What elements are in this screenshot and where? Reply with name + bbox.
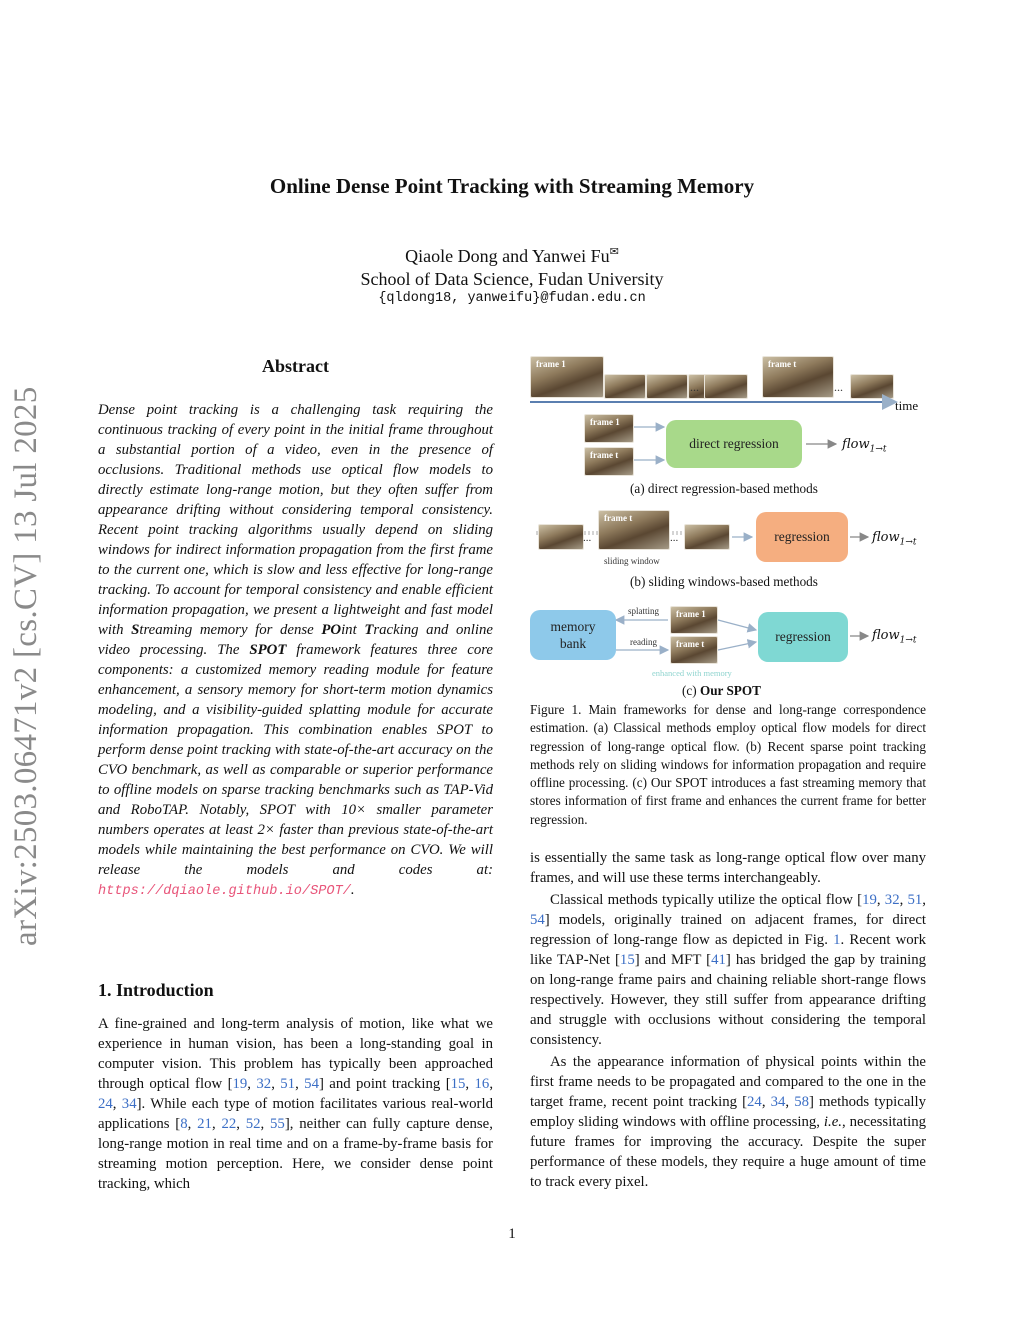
citation[interactable]: 55 <box>270 1116 285 1132</box>
subfigure-caption-b: (b) sliding windows-based methods <box>630 574 818 589</box>
citation[interactable]: 19 <box>232 1076 248 1092</box>
frame-t-thumbnail: frame t <box>670 636 718 664</box>
video-frame-thumbnail <box>538 524 584 550</box>
abstract-heading: Abstract <box>262 356 329 376</box>
corresponding-mark: ✉ <box>609 246 619 258</box>
citation[interactable]: 24 <box>98 1096 113 1112</box>
section-heading-introduction: 1. Introduction <box>98 980 214 1000</box>
flow-output-label: flow$_{1\to t}$ <box>842 437 887 455</box>
sliding-window-label: sliding window <box>604 556 660 566</box>
citation[interactable]: 51 <box>907 892 923 908</box>
memory-bank-box: memory bank <box>530 610 616 660</box>
figure-caption: Figure 1. Main frameworks for dense and long-range correspondence estimation. (a) Classical methods employ optical flow models for direct regression of long-range optical flow. (b) Recent sparse point tracking methods rely on sliding windows for information propagation and require offline processing. (c) Our SPOT introduces a fast streaming memory that stores information of first frame and enhances the current frame for better regression. <box>530 702 926 827</box>
citation[interactable]: 15 <box>619 952 635 968</box>
citation[interactable]: 21 <box>197 1116 212 1132</box>
citation[interactable]: 24 <box>747 1094 762 1110</box>
arxiv-stamp: arXiv:2503.06471v2 [cs.CV] 13 Jul 2025 <box>8 386 44 946</box>
video-frame-thumbnail: frame 1 <box>530 356 604 398</box>
citation[interactable]: 22 <box>221 1116 237 1132</box>
citation[interactable]: 52 <box>245 1116 261 1132</box>
citation[interactable]: 41 <box>711 952 726 968</box>
citation[interactable]: 58 <box>794 1094 809 1110</box>
project-link[interactable]: https://dqiaole.github.io/SPOT/ <box>98 884 351 899</box>
citation[interactable]: 15 <box>450 1076 466 1092</box>
author-block <box>0 241 1024 291</box>
reading-label: reading <box>630 637 657 647</box>
video-frame-thumbnail: frame t <box>762 356 834 398</box>
right-column-text: is essentially the same task as long-range optical flow over many frames, and will use these terms interchangeably. Classical methods typically utilize the optical flow [19, 32, 51, 54] models, originally trained on adjacent frames, for direct regression of long-range flow as depicted in Fig. 1. Recent work like TAP-Net [15] and MFT [41] has bridged the gap by training on long-range frame pairs and chaining reliable short-range flows respectively. However, they still suffer from appearance drifting and struggle with occlusions without considering the temporal consistency. As the appearance information of physical points within the first frame needs to be propagated and compared to the one in the target frame, recent point tracking [24, 34, 58] methods typically employ sliding windows with offline processing, i.e., necessitating future frames for improving the accuracy. Despite the super performance of these models, they require a huge amount of time to track every pixel. <box>530 850 927 1190</box>
frame-t-thumbnail: frame t <box>584 447 634 476</box>
flow-output-label: flow$_{1\to t}$ <box>872 628 917 646</box>
affiliation: School of Data Science, Fudan University <box>360 269 664 289</box>
citation[interactable]: 19 <box>862 892 877 908</box>
email[interactable]: {qldong18, yanweifu}@fudan.edu.cn <box>378 291 646 306</box>
flow-output-label: flow$_{1\to t}$ <box>872 530 917 548</box>
enhanced-label: enhanced with memory <box>652 668 732 678</box>
page-number: 1 <box>508 1226 516 1242</box>
regression-box-b: regression <box>756 512 848 562</box>
authors: Qiaole Dong and Yanwei Fu <box>405 246 610 266</box>
citation[interactable]: 32 <box>256 1076 272 1092</box>
paper-title: Online Dense Point Tracking with Streaming Memory <box>269 174 755 198</box>
video-frame-thumbnail <box>684 524 730 550</box>
subfigure-caption-a: (a) direct regression-based methods <box>630 481 818 496</box>
citation[interactable]: 16 <box>474 1076 490 1092</box>
splatting-label: splatting <box>628 606 659 616</box>
citation[interactable]: 32 <box>884 892 900 908</box>
frame-t-thumbnail: frame t <box>598 510 670 550</box>
subfigure-caption-c: (c) Our SPOT <box>682 683 761 698</box>
citation[interactable]: 54 <box>304 1076 319 1092</box>
figure-reference[interactable]: 1 <box>833 932 841 948</box>
frame-1-thumbnail: frame 1 <box>670 606 718 634</box>
figure-1: frame 1 ... frame t ... time frame 1 frame t direct regression flow$_{1\to t}$ (a) direct regression-based methods ... frame t ... sliding window regression flow$_{1\to t}$ (b) sliding windows-based methods memory bank splatting reading frame 1 frame t enhanced with memory regression flow$_{1\to t}$ (c) Our SPOT <box>528 352 928 697</box>
regression-box-c: regression <box>758 612 848 662</box>
citation[interactable]: 34 <box>121 1096 137 1112</box>
citation[interactable]: 54 <box>530 912 545 928</box>
intro-paragraph: A fine-grained and long-term analysis of motion, like what we experience in human vision, has been a long-standing goal in computer vision. This problem has typically been approached through optical flow [19, 32, 51, 54] and point tracking [15, 16, 24, 34]. While each type of motion facilitates various real-world applications [8, 21, 22, 52, 55], neither can fully capture dense, long-range motion in real time and on a frame-by-frame basis for streaming motion perception. Here, we consider dense point tracking, which <box>98 1016 494 1192</box>
frame-1-thumbnail: frame 1 <box>584 414 634 443</box>
citation[interactable]: 8 <box>180 1116 188 1132</box>
abstract-body: Dense point tracking is a challenging task requiring the continuous tracking of every point in the initial frame throughout a substantial portion of a video, even in the presence of occlusions. Traditional methods use optical flow models to directly estimate long-range motion, but they often suffer from appearance drifting without considering temporal consistency. Recent point tracking algorithms usually depend on sliding windows for indirect information propagation from the first frame to the current one, which is slow and less effective for long-range tracking. To account for temporal consistency and enable efficient information propagation, we present a lightweight and fast model with Streaming memory for dense POint Tracking and online video processing. The SPOT framework features three core components: a customized memory reading module for feature enhancement, a sensory memory for short-term motion dynamics modeling, and a visibility-guided splatting module for accurate information propagation. This combination enables SPOT to perform dense point tracking with state-of-the-art accuracy on the CVO benchmark, as well as comparable or superior performance to offline models on sparse tracking benchmarks such as TAP-Vid and RoboTAP. Notably, SPOT with 10× smaller parameter numbers operates at least 2× faster than previous state-of-the-art models while maintaining the best performance on CVO. We will release the models and codes at: https://dqiaole.github.io/SPOT/. <box>98 402 493 899</box>
citation[interactable]: 51 <box>280 1076 296 1092</box>
direct-regression-box: direct regression <box>666 420 802 468</box>
citation[interactable]: 34 <box>770 1094 786 1110</box>
